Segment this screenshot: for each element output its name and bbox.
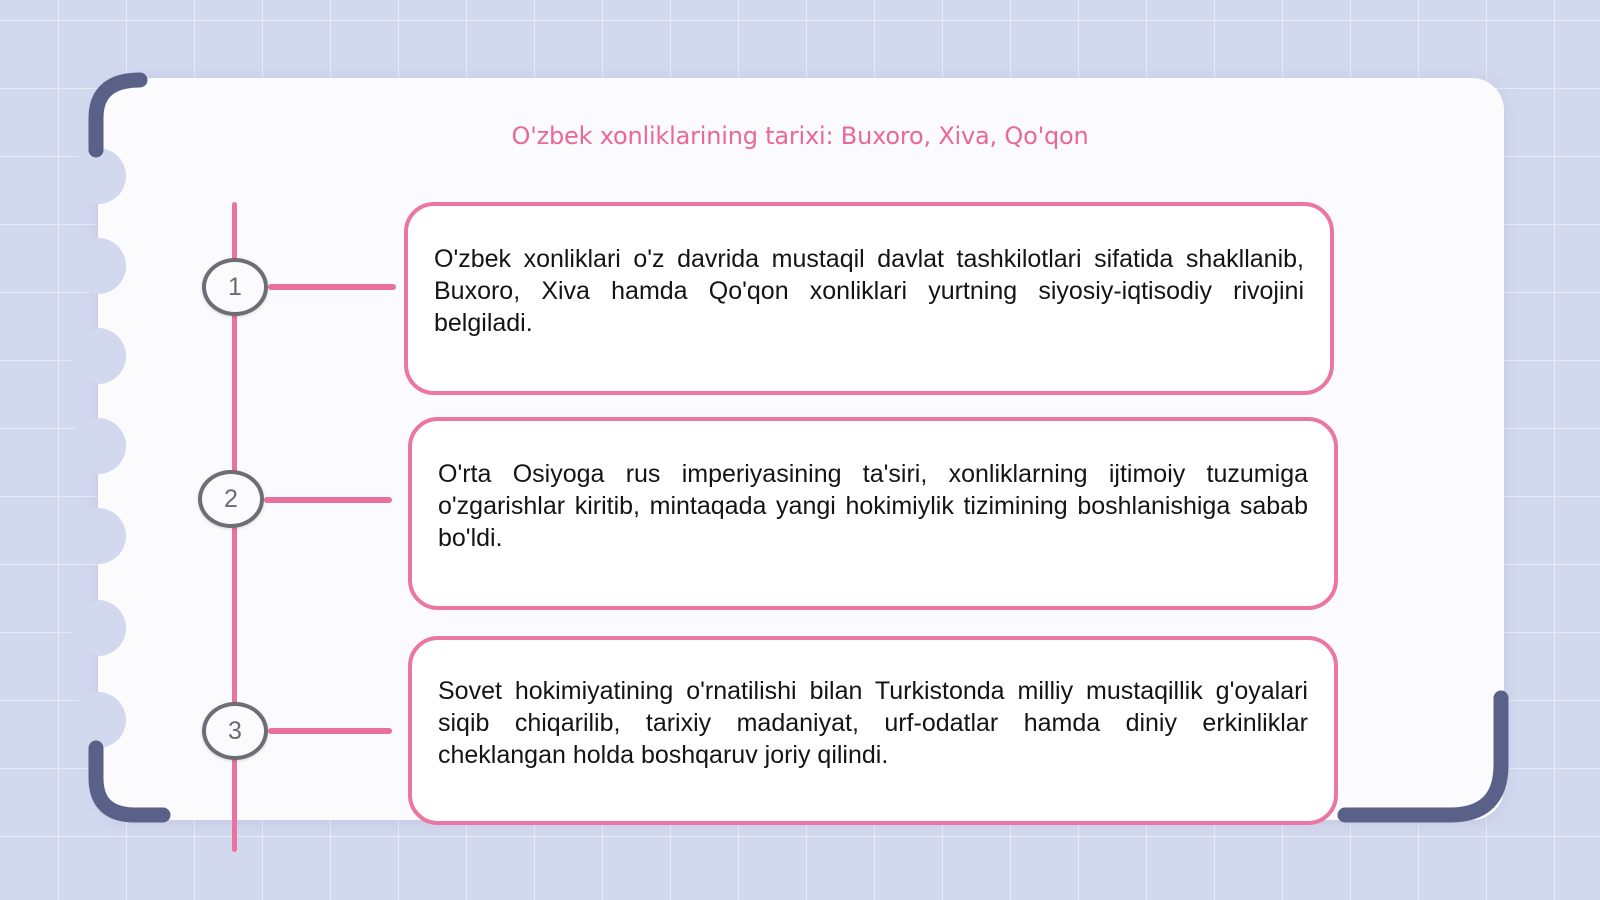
timeline-card [404,202,1334,395]
timeline-connector [264,497,392,503]
step-number-badge: 3 [202,702,268,760]
timeline-card [408,417,1338,610]
timeline-card-text: O'rta Osiyoga rus imperiyasining ta'siri, xonliklarning ijtimoiy tuzumiga o'zgarishlar kiritib, mintaqada yangi hokimiylik tizimining boshlanishiga sabab bo'ldi. [438,459,1308,552]
timeline-connector [268,284,396,290]
timeline-card-text: Sovet hokimiyatining o'rnatilishi bilan Turkistonda milliy mustaqillik g'oyalari siqib chiqarilib, tarixiy madaniyat, urf-odatlar hamda diniy erkinliklar cheklangan holda boshqaruv joriy qilindi. [438,676,1308,769]
timeline-card-text: O'zbek xonliklari o'z davrida mustaqil davlat tashkilotlari sifatida shakllanib, Buxoro, Xiva hamda Qo'qon xonliklari yurtning siyosiy-iqtisodiy rivojini belgiladi. [434,244,1304,337]
timeline-card [408,636,1338,825]
step-number-badge: 2 [198,470,264,528]
page-title: O'zbek xonliklarining tarixi: Buxoro, Xiva, Qo'qon [511,122,1089,150]
timeline-connector [268,728,392,734]
step-number-badge: 1 [202,258,268,316]
